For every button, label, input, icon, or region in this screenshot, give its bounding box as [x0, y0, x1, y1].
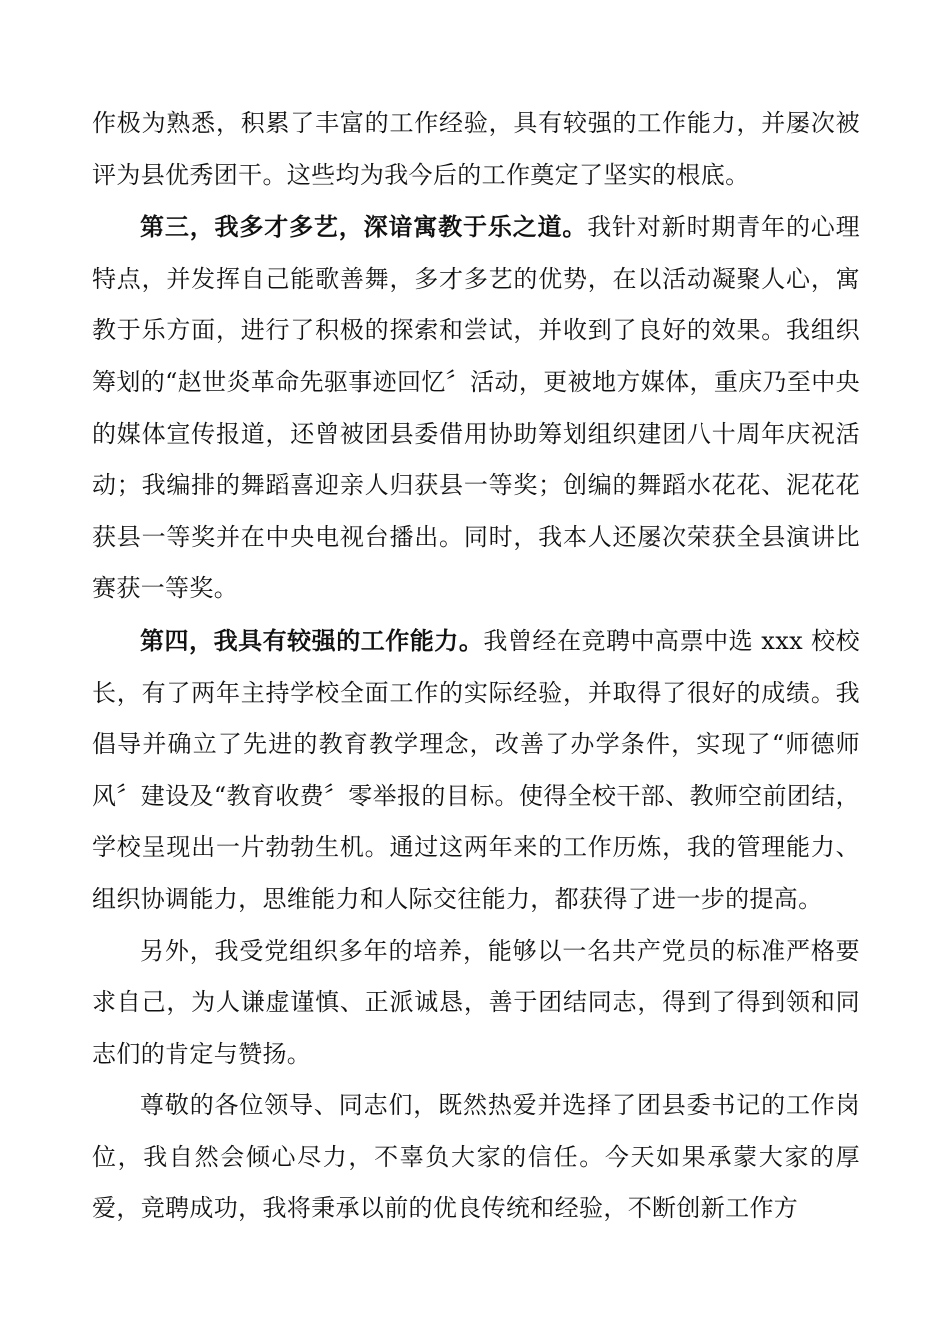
paragraph-heading: 第三，我多才多艺，深谙寓教于乐之道。	[140, 212, 588, 242]
document-page	[92, 98, 860, 1235]
paragraph-fourth-point	[92, 615, 860, 926]
paragraph-third-point	[92, 201, 860, 615]
paragraph-text: 我曾经在竞聘中高票中选 xxx 校校长，有了两年主持学校全面工作的实际经验，并取得了很好的成绩。我倡导并确立了先进的教育教学理念，改善了办学条件，实现了“师德师风〞建设及“教育收费〞零举报的目标。使得全校干部、教师空前团结，学校呈现出一片勃勃生机。通过这两年来的工作历炼，我的管理能力、组织协调能力，思维能力和人际交往能力，都获得了进一步的提高。	[92, 626, 860, 913]
paragraph-text: 另外，我受党组织多年的培养，能够以一名共产党员的标准严格要求自己，为人谦虚谨慎、正派诚恳，善于团结同志，得到了得到领和同志们的肯定与赞扬。	[92, 936, 860, 1068]
paragraph-additional	[92, 926, 860, 1081]
paragraph-text: 尊敬的各位领导、同志们，既然热爱并选择了团县委书记的工作岗位，我自然会倾心尽力，不辜负大家的信任。今天如果承蒙大家的厚爱，竞聘成功，我将秉承以前的优良传统和经验，不断创新工作方	[92, 1091, 860, 1223]
paragraph-closing	[92, 1080, 860, 1235]
paragraph-text: 作极为熟悉，积累了丰富的工作经验，具有较强的工作能力，并屡次被评为县优秀团干。这些均为我今后的工作奠定了坚实的根底。	[92, 109, 860, 189]
paragraph-continuation	[92, 98, 860, 201]
paragraph-heading: 第四，我具有较强的工作能力。	[140, 625, 484, 655]
paragraph-text: 我针对新时期青年的心理特点，并发挥自己能歌善舞，多才多艺的优势，在以活动凝聚人心，寓教于乐方面，进行了积极的探索和尝试，并收到了良好的效果。我组织筹划的“赵世炎革命先驱事迹回忆〞活动，更被地方媒体，重庆乃至中央的媒体宣传报道，还曾被团县委借用协助筹划组织建团八十周年庆祝活动；我编排的舞蹈喜迎亲人归获县一等奖；创编的舞蹈水花花、泥花花获县一等奖并在中央电视台播出。同时，我本人还屡次荣获全县演讲比赛获一等奖。	[92, 213, 860, 603]
